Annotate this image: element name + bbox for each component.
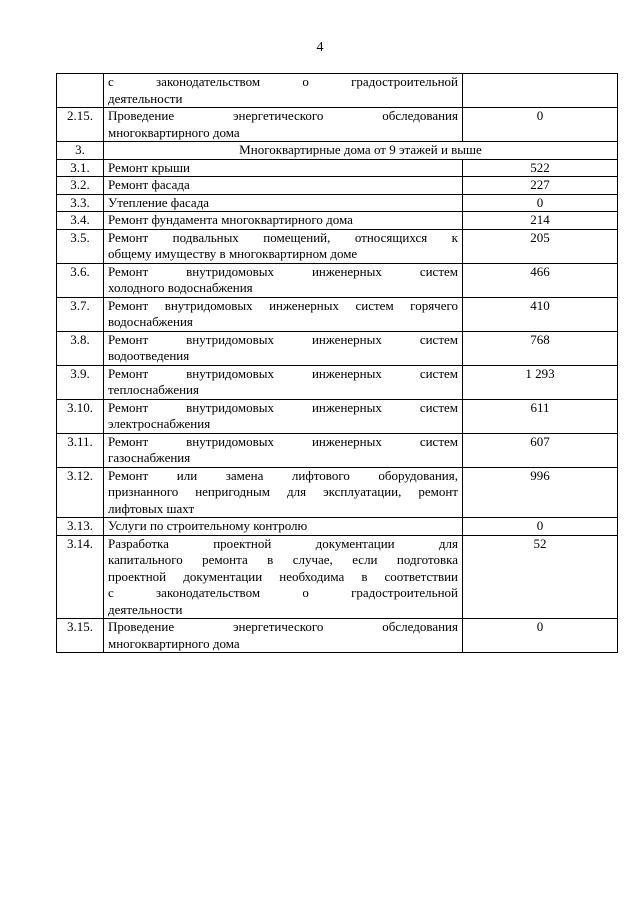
table-row bbox=[57, 467, 618, 518]
work-name-line: многоквартирного дома bbox=[108, 635, 240, 651]
table-row bbox=[57, 159, 618, 177]
work-value: 0 bbox=[463, 518, 618, 536]
section-3-rows bbox=[57, 159, 618, 653]
table-row bbox=[57, 535, 618, 619]
work-name-line: Проведение энергетического обследования bbox=[108, 108, 458, 123]
row-number bbox=[57, 74, 104, 108]
section-title: Многоквартирные дома от 9 этажей и выше bbox=[104, 142, 618, 160]
work-name-line: Ремонт внутридомовых инженерных систем bbox=[108, 331, 458, 347]
work-name bbox=[104, 297, 463, 331]
work-name bbox=[104, 467, 463, 518]
work-name-line: Ремонт или замена лифтового оборудования, bbox=[108, 467, 458, 483]
work-name-line: Ремонт внутридомовых инженерных систем bbox=[108, 399, 458, 415]
table-row bbox=[57, 518, 618, 536]
work-name-line: водоснабжения bbox=[108, 314, 193, 329]
row-number: 3.7. bbox=[57, 297, 104, 331]
work-name-line: с законодательством о градостроительной bbox=[108, 585, 458, 600]
work-name-line: холодного водоснабжения bbox=[108, 280, 253, 295]
work-name bbox=[104, 518, 463, 536]
section-number: 3. bbox=[57, 142, 104, 160]
work-name-line: Проведение энергетического обследования bbox=[108, 619, 458, 634]
row-number: 3.9. bbox=[57, 365, 104, 399]
work-name-line: Ремонт внутридомовых инженерных систем горячего bbox=[108, 297, 458, 313]
work-name bbox=[104, 619, 463, 653]
work-name-line: Ремонт фундамента многоквартирного дома bbox=[108, 212, 353, 227]
work-value: 52 bbox=[463, 535, 618, 619]
work-value: 205 bbox=[463, 229, 618, 263]
work-name-line: многоквартирного дома bbox=[108, 124, 240, 140]
work-name bbox=[104, 194, 463, 212]
table-row bbox=[57, 263, 618, 297]
work-name-line: электроснабжения bbox=[108, 416, 211, 431]
work-value: 607 bbox=[463, 433, 618, 467]
work-name bbox=[104, 365, 463, 399]
work-name-line: газоснабжения bbox=[108, 450, 191, 465]
row-number: 3.5. bbox=[57, 229, 104, 263]
work-value: 227 bbox=[463, 177, 618, 195]
work-name-line: общему имуществу в многоквартирном доме bbox=[108, 246, 358, 261]
work-name-line: деятельности bbox=[108, 90, 183, 106]
work-name bbox=[104, 74, 463, 108]
work-value: 0 bbox=[463, 194, 618, 212]
work-name bbox=[104, 177, 463, 195]
work-name-line: Ремонт внутридомовых инженерных систем bbox=[108, 365, 458, 381]
work-name bbox=[104, 229, 463, 263]
table-row bbox=[57, 297, 618, 331]
work-name-line: Разработка проектной документации для bbox=[108, 535, 458, 551]
work-name bbox=[104, 212, 463, 230]
row-number: 3.2. bbox=[57, 177, 104, 195]
table-row bbox=[57, 212, 618, 230]
row-number: 3.15. bbox=[57, 619, 104, 653]
work-name bbox=[104, 433, 463, 467]
work-value: 0 bbox=[463, 108, 618, 142]
table-row bbox=[57, 619, 618, 653]
work-value: 611 bbox=[463, 399, 618, 433]
work-name bbox=[104, 535, 463, 619]
work-name-line: Ремонт внутридомовых инженерных систем bbox=[108, 263, 458, 279]
table-row bbox=[57, 365, 618, 399]
page-number: 4 bbox=[316, 40, 324, 55]
work-name-line: Ремонт фасада bbox=[108, 177, 190, 192]
table-row bbox=[57, 331, 618, 365]
row-number: 3.3. bbox=[57, 194, 104, 212]
work-name bbox=[104, 331, 463, 365]
work-name-line: Ремонт подвальных помещений, относящихся к bbox=[108, 229, 458, 245]
work-name-line: деятельности bbox=[108, 601, 183, 617]
work-name bbox=[104, 399, 463, 433]
row-number: 3.10. bbox=[57, 399, 104, 433]
work-name-line: Ремонт крыши bbox=[108, 159, 190, 175]
table-row bbox=[57, 194, 618, 212]
table-row bbox=[57, 229, 618, 263]
row-number: 3.13. bbox=[57, 518, 104, 536]
work-name bbox=[104, 108, 463, 142]
table-row bbox=[57, 433, 618, 467]
row-number: 3.6. bbox=[57, 263, 104, 297]
row-number: 3.12. bbox=[57, 467, 104, 518]
work-value: 0 bbox=[463, 619, 618, 653]
table-row bbox=[57, 74, 618, 108]
work-value: 466 bbox=[463, 263, 618, 297]
work-cost-table bbox=[56, 73, 618, 653]
work-value bbox=[463, 74, 618, 108]
work-name-line: лифтовых шахт bbox=[108, 500, 195, 516]
work-value: 214 bbox=[463, 212, 618, 230]
work-name-line: с законодательством о градостроительной bbox=[108, 74, 458, 89]
table-row bbox=[57, 177, 618, 195]
work-name bbox=[104, 159, 463, 177]
table-row bbox=[57, 108, 618, 142]
work-name-line: Утепление фасада bbox=[108, 194, 210, 210]
section-row bbox=[57, 142, 618, 160]
row-number: 3.4. bbox=[57, 212, 104, 230]
work-name-line: Услуги по строительному контролю bbox=[108, 518, 308, 533]
work-name-line: Ремонт внутридомовых инженерных систем bbox=[108, 433, 458, 449]
work-value: 522 bbox=[463, 159, 618, 177]
work-value: 410 bbox=[463, 297, 618, 331]
work-value: 1 293 bbox=[463, 365, 618, 399]
row-number: 2.15. bbox=[57, 108, 104, 142]
work-name-line: водоотведения bbox=[108, 348, 190, 363]
row-number: 3.8. bbox=[57, 331, 104, 365]
work-name bbox=[104, 263, 463, 297]
work-name-line: капитального ремонта в случае, если подготовка bbox=[108, 552, 458, 567]
work-value: 768 bbox=[463, 331, 618, 365]
work-name-line: теплоснабжения bbox=[108, 382, 199, 397]
row-number: 3.1. bbox=[57, 159, 104, 177]
work-name-line: признанного непригодным для эксплуатации, ремонт bbox=[108, 484, 458, 499]
work-value: 996 bbox=[463, 467, 618, 518]
work-name-line: проектной документации необходима в соответствии bbox=[108, 568, 458, 584]
row-number: 3.14. bbox=[57, 535, 104, 619]
row-number: 3.11. bbox=[57, 433, 104, 467]
table-row bbox=[57, 399, 618, 433]
